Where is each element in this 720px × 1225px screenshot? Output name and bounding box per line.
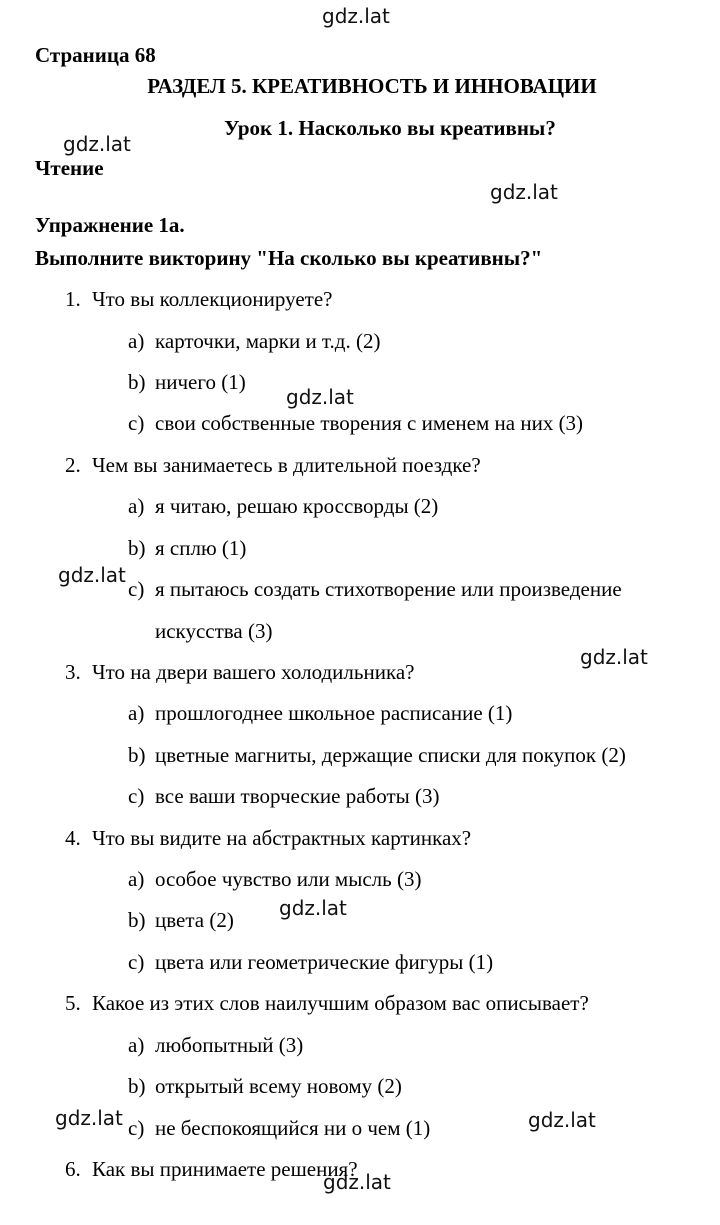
exercise-label: Упражнение 1a. [35, 213, 185, 237]
page-label: Страница 68 [35, 43, 156, 67]
option-5a: a) любопытный (3) [128, 1033, 304, 1057]
question-1 [65, 287, 332, 312]
question-number: 1. [65, 287, 81, 311]
question-number: 3. [65, 660, 81, 684]
lesson-title: Урок 1. Насколько вы креативны? [224, 116, 556, 140]
watermark-top: gdz.lat [322, 4, 390, 28]
question-2 [65, 453, 481, 478]
option-1b: b) ничего (1) [128, 370, 246, 394]
option-5b: b) открытый всему новому (2) [128, 1074, 402, 1098]
question-number: 5. [65, 991, 81, 1015]
question-text: Чем вы занимаетесь в длительной поездке? [92, 453, 481, 477]
watermark: gdz.lat [58, 563, 126, 587]
question-text: Что вы видите на абстрактных картинках? [92, 826, 472, 850]
watermark: gdz.lat [55, 1106, 123, 1130]
section-title: РАЗДЕЛ 5. КРЕАТИВНОСТЬ И ИННОВАЦИИ [147, 74, 597, 98]
option-2b: b) я сплю (1) [128, 536, 247, 560]
watermark: gdz.lat [63, 132, 131, 156]
option-3b: b) цветные магниты, держащие списки для покупок (2) [128, 743, 626, 767]
question-number: 2. [65, 453, 81, 477]
question-number: 4. [65, 826, 81, 850]
question-text: Какое из этих слов наилучшим образом вас описывает? [92, 991, 589, 1015]
question-text: Как вы принимаете решения? [92, 1157, 358, 1181]
question-4 [65, 826, 471, 851]
option-1a: a) карточки, марки и т.д. (2) [128, 329, 381, 353]
option-4c: c) цвета или геометрические фигуры (1) [128, 950, 494, 974]
watermark: gdz.lat [528, 1108, 596, 1132]
watermark-bottom: gdz.lat [323, 1170, 391, 1194]
question-5 [65, 991, 589, 1016]
watermark: gdz.lat [490, 180, 558, 204]
watermark: gdz.lat [279, 896, 347, 920]
question-number: 6. [65, 1157, 81, 1181]
option-3a: a) прошлогоднее школьное расписание (1) [128, 701, 513, 725]
question-6 [65, 1157, 358, 1182]
option-4b: b) цвета (2) [128, 908, 234, 932]
option-1c: c) свои собственные творения с именем на них (3) [128, 411, 584, 435]
question-3 [65, 660, 414, 685]
option-5c: c) не беспокоящийся ни о чем (1) [128, 1116, 431, 1140]
option-2a: a) я читаю, решаю кроссворды (2) [128, 494, 439, 518]
option-2c-continuation: искусства (3) [155, 619, 273, 643]
watermark: gdz.lat [580, 645, 648, 669]
option-2c: c) я пытаюсь создать стихотворение или произведение [128, 577, 622, 601]
question-text: Что на двери вашего холодильника? [92, 660, 415, 684]
exercise-task: Выполните викторину "На сколько вы креативны?" [35, 246, 543, 270]
option-4a: a) особое чувство или мысль (3) [128, 867, 422, 891]
question-text: Что вы коллекционируете? [92, 287, 333, 311]
reading-label: Чтение [35, 156, 104, 180]
watermark: gdz.lat [286, 385, 354, 409]
option-3c: c) все ваши творческие работы (3) [128, 784, 440, 808]
